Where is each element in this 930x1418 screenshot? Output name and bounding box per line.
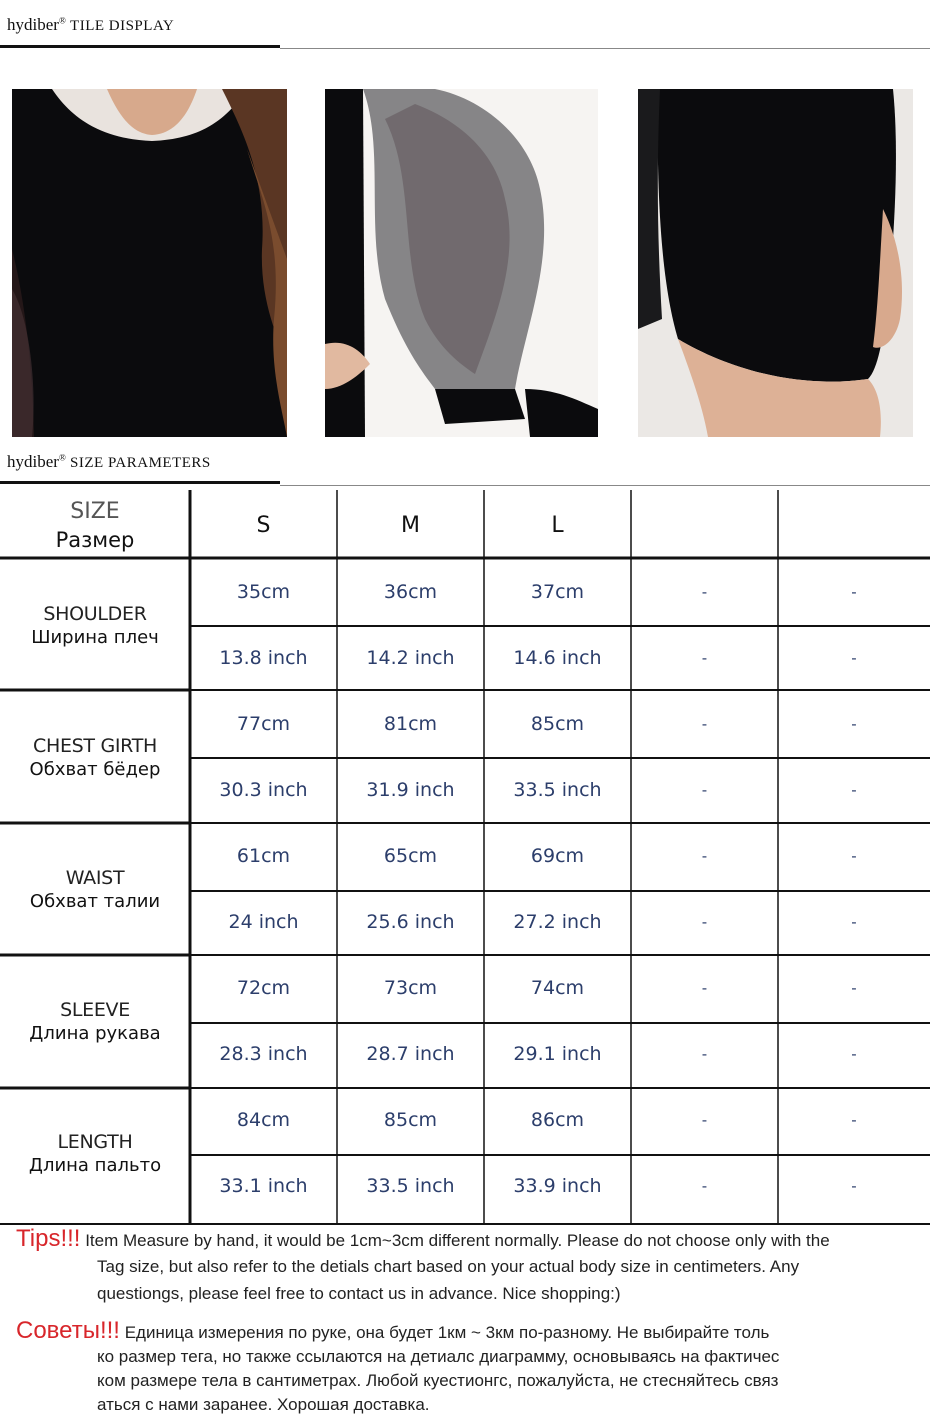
brand-title xyxy=(7,452,211,472)
tips-ru-line1 xyxy=(16,1318,769,1346)
table-cell: - xyxy=(851,912,857,931)
table-cell: 14.6 inch xyxy=(513,647,602,669)
sheer-sleeve-photo xyxy=(325,89,598,437)
label-ru: Ширина плеч xyxy=(31,626,159,648)
table-header-row xyxy=(0,492,930,559)
registered-mark: ® xyxy=(58,452,66,463)
section-title: TILE DISPLAY xyxy=(70,18,175,34)
table-cell: 25.6 inch xyxy=(366,911,455,933)
table-cell: 35cm xyxy=(236,581,291,603)
table-cell: - xyxy=(851,978,857,997)
table-cell: 14.2 inch xyxy=(366,647,455,669)
label-en: WAIST xyxy=(65,866,125,889)
table-cell: 31.9 inch xyxy=(366,779,455,801)
table-cell: 33.9 inch xyxy=(513,1175,602,1197)
table-cell: 74cm xyxy=(530,977,585,999)
tips-ru-text: ком размере тела в сантиметрах. Любой куестионгс, пожалуйста, не стесняйтесь связ xyxy=(97,1371,779,1390)
label-en: SLEEVE xyxy=(60,998,130,1021)
row-label-waist xyxy=(0,823,190,955)
table-cell: - xyxy=(851,582,857,601)
header-underline-thin xyxy=(280,48,930,49)
table-cell: - xyxy=(701,648,708,667)
tips-ru-line2 xyxy=(97,1344,779,1370)
table-cell: 36cm xyxy=(383,581,438,603)
table-cell: 24 inch xyxy=(228,911,299,933)
table-row xyxy=(0,823,930,889)
tips-en-line2 xyxy=(97,1254,799,1280)
header-underline-thin xyxy=(280,485,930,486)
table-cell: 86cm xyxy=(530,1109,585,1131)
table-cell: - xyxy=(701,846,708,865)
tips-ru-text: ко размер тега, но также ссылаются на детиалс диаграмму, основываясь на фактичес xyxy=(97,1347,780,1366)
size-column-header xyxy=(631,492,778,559)
tile-display-header xyxy=(0,0,930,48)
label-en: LENGTH xyxy=(57,1130,133,1153)
tips-ru-line4 xyxy=(97,1392,430,1418)
table-cell: - xyxy=(701,912,708,931)
row-label-length xyxy=(0,1087,190,1219)
section-title: SIZE PARAMETERS xyxy=(70,455,211,471)
tips-en-line3 xyxy=(97,1281,621,1307)
table-cell: - xyxy=(851,780,857,799)
label-ru: Обхват бёдер xyxy=(29,758,161,780)
table-cell: 69cm xyxy=(530,845,585,867)
label-ru: Длина рукава xyxy=(29,1022,161,1044)
table-row xyxy=(0,559,930,625)
table-cell: 77cm xyxy=(236,713,291,735)
label-en: SHOULDER xyxy=(43,602,147,625)
table-cell: 61cm xyxy=(236,845,291,867)
table-cell: 30.3 inch xyxy=(219,779,308,801)
size-s: S xyxy=(256,513,271,538)
table-cell: 33.1 inch xyxy=(219,1175,308,1197)
size-label-ru: Размер xyxy=(55,528,135,552)
row-label-chest xyxy=(0,691,190,823)
size-parameters-header xyxy=(0,440,930,488)
table-cell: 28.3 inch xyxy=(219,1043,308,1065)
table-cell: 85cm xyxy=(530,713,585,735)
table-row xyxy=(0,955,930,1021)
registered-mark: ® xyxy=(58,15,66,26)
tips-ru-lead: Советы!!! xyxy=(16,1317,120,1344)
brand-title xyxy=(7,15,174,35)
table-cell: - xyxy=(701,1044,708,1063)
table-cell: 29.1 inch xyxy=(513,1043,602,1065)
size-label-en: SIZE xyxy=(70,499,120,524)
table-cell: 13.8 inch xyxy=(219,647,308,669)
table-cell: - xyxy=(851,1110,857,1129)
tips-en-line1 xyxy=(16,1226,830,1254)
table-cell: - xyxy=(851,846,857,865)
table-cell: 81cm xyxy=(383,713,438,735)
table-cell: - xyxy=(701,1176,708,1195)
tips-ru-text: Единица измерения по руке, она будет 1км ~ 3км по-разному. Не выбирайте толь xyxy=(124,1323,770,1342)
table-row xyxy=(0,1087,930,1153)
table-cell: 84cm xyxy=(236,1109,291,1131)
table-row xyxy=(0,691,930,757)
table-cell: 85cm xyxy=(383,1109,438,1131)
table-cell: - xyxy=(701,714,708,733)
size-l: L xyxy=(551,513,564,538)
size-column-header xyxy=(337,492,484,559)
label-ru: Длина пальто xyxy=(28,1154,162,1176)
table-cell: 65cm xyxy=(383,845,438,867)
size-column-header xyxy=(190,492,337,559)
table-cell: 72cm xyxy=(236,977,291,999)
size-chart-table xyxy=(0,492,930,1219)
front-neckline-photo xyxy=(12,89,287,437)
tips-en-text: questiongs, please feel free to contact us in advance. Nice shopping:) xyxy=(97,1284,621,1303)
curved-hem-photo xyxy=(638,89,913,437)
label-en: CHEST GIRTH xyxy=(32,734,157,757)
size-column-header xyxy=(778,492,930,559)
table-cell: 73cm xyxy=(383,977,438,999)
table-cell: - xyxy=(701,978,708,997)
tips-ru-text: аться с нами заранее. Хорошая доставка. xyxy=(97,1395,430,1414)
label-ru: Обхват талии xyxy=(29,890,161,912)
table-cell: 37cm xyxy=(530,581,585,603)
table-cell: 27.2 inch xyxy=(513,911,602,933)
table-cell: 33.5 inch xyxy=(513,779,602,801)
size-header-cell xyxy=(0,492,190,559)
table-cell: - xyxy=(851,714,857,733)
header-underline-bold xyxy=(0,481,280,484)
table-cell: - xyxy=(701,1110,708,1129)
tips-en-lead: Tips!!! xyxy=(16,1225,81,1252)
header-underline-bold xyxy=(0,45,280,48)
size-m: M xyxy=(401,513,420,538)
table-cell: - xyxy=(701,780,708,799)
tips-en-text: Item Measure by hand, it would be 1cm~3cm different normally. Please do not choose only with the xyxy=(85,1231,830,1250)
table-cell: - xyxy=(851,1044,857,1063)
row-label-sleeve xyxy=(0,955,190,1087)
table-cell: 28.7 inch xyxy=(366,1043,455,1065)
brand-name: hydiber xyxy=(7,15,59,34)
brand-name: hydiber xyxy=(7,452,59,471)
row-label-shoulder xyxy=(0,559,190,691)
table-cell: 33.5 inch xyxy=(366,1175,455,1197)
table-cell: - xyxy=(851,648,857,667)
table-cell: - xyxy=(701,582,708,601)
table-cell: - xyxy=(851,1176,857,1195)
size-column-header xyxy=(484,492,631,559)
tips-ru-line3 xyxy=(97,1368,778,1394)
tips-en-text: Tag size, but also refer to the detials chart based on your actual body size in centimeters. Any xyxy=(97,1257,800,1276)
